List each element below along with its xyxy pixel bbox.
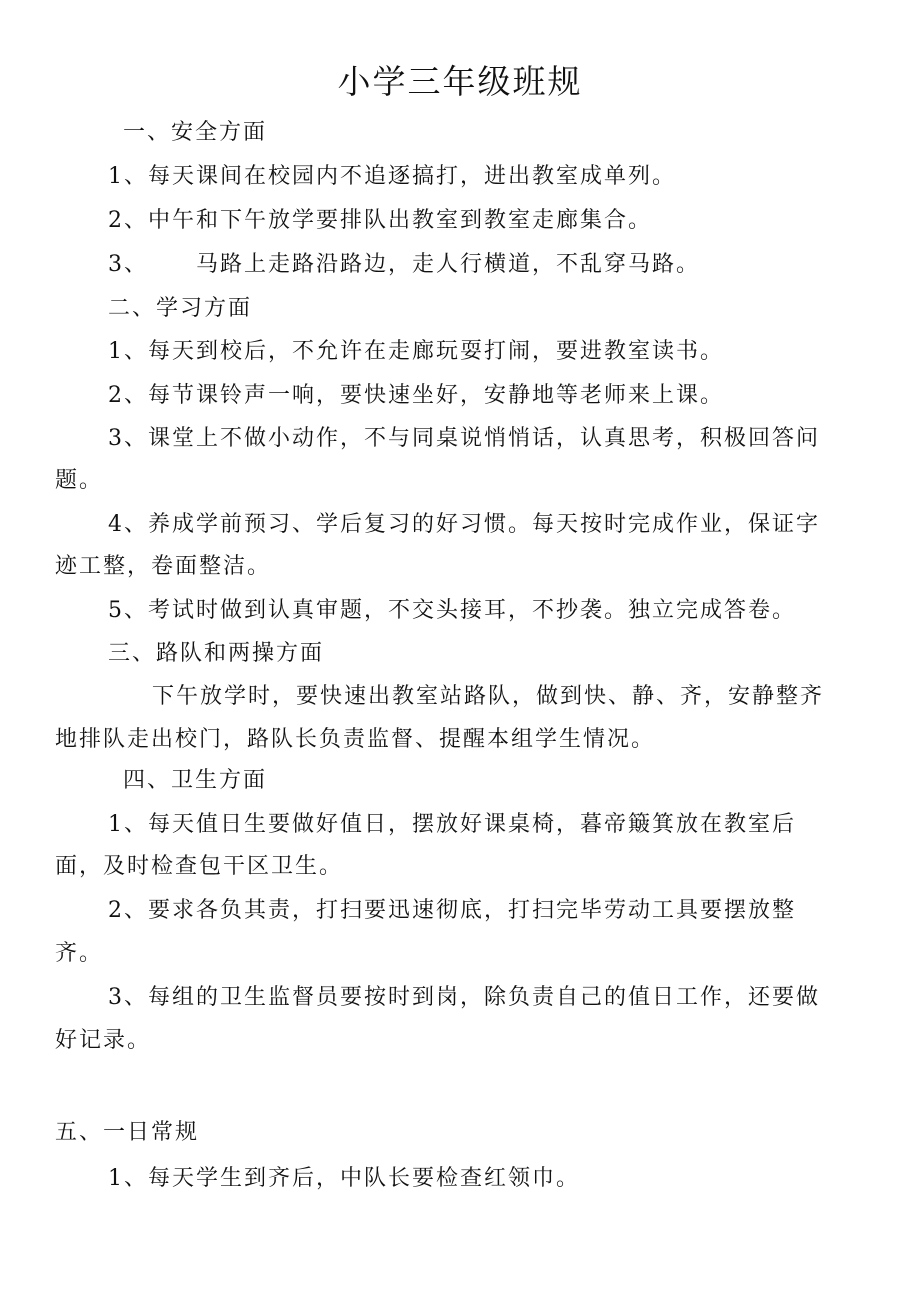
- paragraph-line: 2、要求各负其责，打扫要迅速彻底，打扫完毕劳动工具要摆放整: [108, 898, 796, 923]
- paragraph-line: 好记录。: [55, 1028, 152, 1053]
- paragraph-line: 5、考试时做到认真审题，不交头接耳，不抄袭。独立完成答卷。: [108, 598, 796, 623]
- paragraph-line: 齐。: [55, 941, 104, 966]
- paragraph-line: 面，及时检查包干区卫生。: [55, 854, 344, 879]
- paragraph-line: 2、中午和下午放学要排队出教室到教室走廊集合。: [108, 208, 652, 233]
- paragraph-line: 下午放学时，要快速出教室站路队，做到快、静、齐，安静整齐: [152, 684, 825, 709]
- paragraph-line: 1、每天值日生要做好值日，摆放好课桌椅，暮帝簸箕放在教室后: [108, 812, 796, 837]
- paragraph-line: 马路上走路沿路边，走人行横道，不乱穿马路。: [196, 252, 701, 277]
- paragraph-line: 地排队走出校门，路队长负责监督、提醒本组学生情况。: [55, 727, 656, 752]
- section-heading-daily: 五、一日常规: [55, 1120, 200, 1145]
- paragraph-line: 3、课堂上不做小动作，不与同桌说悄悄话，认真思考，积极回答问: [108, 426, 820, 451]
- paragraph-number: 3、: [108, 252, 148, 277]
- section-heading-safety: 一、安全方面: [123, 120, 268, 145]
- document-title: 小学三年级班规: [337, 62, 583, 101]
- paragraph-line: 4、养成学前预习、学后复习的好习惯。每天按时完成作业，保证字: [108, 512, 820, 537]
- paragraph-line: 1、每天到校后，不允许在走廊玩耍打闹，要进教室读书。: [108, 339, 724, 364]
- section-heading-queue: 三、路队和两操方面: [108, 641, 325, 666]
- paragraph-line: 2、每节课铃声一响，要快速坐好，安静地等老师来上课。: [108, 383, 724, 408]
- section-heading-study: 二、学习方面: [108, 296, 253, 321]
- paragraph-line: 迹工整，卷面整洁。: [55, 554, 272, 579]
- paragraph-line: 1、每天课间在校园内不追逐搞打，进出教室成单列。: [108, 164, 676, 189]
- paragraph-line: 题。: [55, 468, 104, 493]
- section-heading-hygiene: 四、卫生方面: [123, 768, 268, 793]
- paragraph-line: 3、每组的卫生监督员要按时到岗，除负责自己的值日工作，还要做: [108, 985, 820, 1010]
- paragraph-line: 1、每天学生到齐后，中队长要检查红领巾。: [108, 1166, 580, 1191]
